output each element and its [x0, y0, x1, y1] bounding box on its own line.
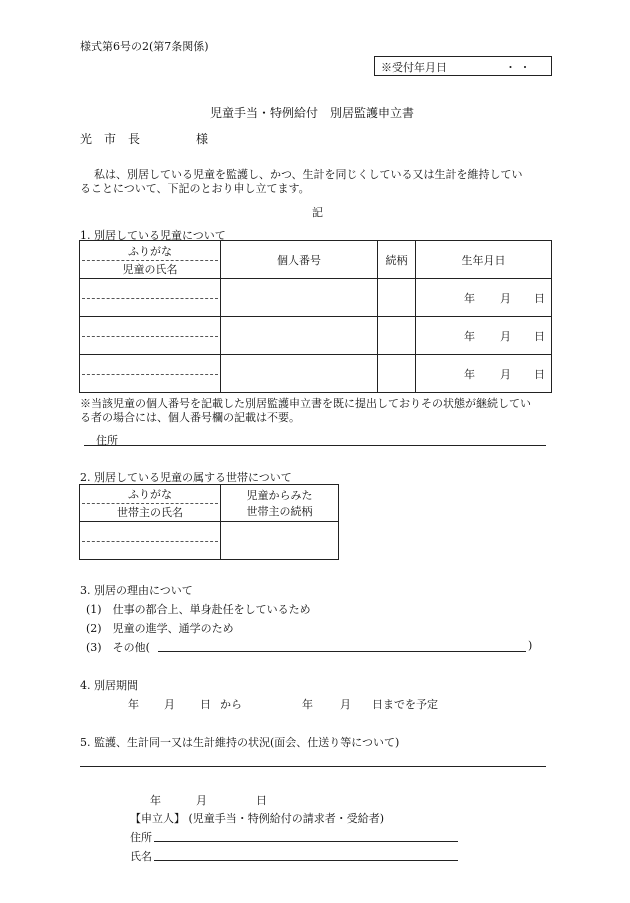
table-row — [80, 355, 552, 393]
relationship-cell[interactable] — [378, 279, 416, 317]
period-until: 日までを予定 — [372, 698, 438, 711]
applicant-name-line[interactable] — [154, 848, 458, 861]
applicant-name-label: 氏名 — [130, 850, 152, 863]
personal-number-cell[interactable] — [221, 279, 378, 317]
reason-2: (2) 児童の進学、通学のため — [86, 622, 234, 635]
signature-month: 月 — [196, 794, 207, 807]
birthdate-cell[interactable]: 年 月 日 — [416, 279, 552, 317]
section4-heading: 4. 別居期間 — [80, 679, 138, 692]
section2-heading: 2. 別居している児童の属する世帯について — [80, 471, 292, 484]
reason-1: (1) 仕事の都合上、単身赴任をしているため — [86, 603, 311, 616]
table-row — [80, 279, 552, 317]
addressee-honorific: 様 — [196, 132, 209, 146]
reason-3-close: ) — [528, 639, 533, 652]
reason-other-line[interactable] — [158, 638, 526, 652]
ki-heading: 記 — [312, 206, 323, 219]
form-number: 様式第6号の2(第7条関係) — [80, 40, 209, 53]
household-table-header — [80, 485, 339, 522]
personal-number-cell[interactable] — [221, 355, 378, 393]
section5-heading: 5. 監護、生計同一又は生計維持の状況(面会、仕送り等について) — [80, 736, 400, 749]
header-household-head-name — [80, 485, 221, 522]
header-child-name — [80, 241, 221, 279]
period-from: から — [220, 698, 242, 711]
document-title: 児童手当・特例給付 別居監護申立書 — [210, 106, 415, 120]
header-furigana: ふりがな — [82, 243, 218, 261]
child-name-cell[interactable] — [80, 279, 221, 317]
table-row — [80, 522, 339, 560]
period-start-year: 年 — [128, 698, 139, 711]
period-end-year: 年 — [302, 698, 313, 711]
note-line-1: ※当該児童の個人番号を記載した別居監護申立書を既に提出しておりその状態が継続してい — [80, 397, 531, 410]
signature-day: 日 — [256, 794, 267, 807]
header-child-name-label: 児童の氏名 — [122, 262, 178, 276]
header-household-relationship: 児童からみた 世帯主の続柄 — [221, 485, 339, 522]
header-personal-number: 個人番号 — [221, 241, 378, 279]
applicant-address-label: 住所 — [130, 831, 152, 844]
child-name-cell[interactable] — [80, 317, 221, 355]
household-table — [79, 484, 339, 560]
signature-year: 年 — [150, 794, 161, 807]
receipt-date-box[interactable] — [374, 56, 552, 76]
intro-line-2: ることについて、下記のとおり申し立てます。 — [80, 182, 310, 195]
addressee-city: 光 市 長 — [80, 132, 141, 146]
child-name-cell[interactable] — [80, 355, 221, 393]
receipt-date-label: ※受付年月日 — [381, 61, 447, 74]
period-end-month: 月 — [340, 698, 351, 711]
situation-line[interactable] — [80, 754, 546, 767]
birthdate-cell[interactable]: 年 月 日 — [416, 355, 552, 393]
reason-3: (3) その他( — [86, 641, 150, 654]
applicant-address-line[interactable] — [154, 829, 458, 842]
relationship-cell[interactable] — [378, 317, 416, 355]
household-head-name-cell[interactable] — [80, 522, 221, 560]
header-household-head-name-label: 世帯主の氏名 — [117, 506, 183, 519]
section3-heading: 3. 別居の理由について — [80, 584, 193, 597]
intro-line-1: 私は、別居している児童を監護し、かつ、生計を同じくしている又は生計を維持してい — [94, 168, 523, 181]
period-start-month: 月 — [164, 698, 175, 711]
personal-number-cell[interactable] — [221, 317, 378, 355]
child-address-line[interactable] — [84, 432, 546, 446]
note-line-2: る者の場合には、個人番号欄の記載は不要。 — [80, 411, 300, 424]
children-table-header — [80, 241, 552, 279]
header-furigana: ふりがな — [82, 486, 218, 504]
household-relationship-cell[interactable] — [221, 522, 339, 560]
table-row — [80, 317, 552, 355]
receipt-date-dots: ・ ・ — [505, 61, 531, 74]
birthdate-cell[interactable]: 年 月 日 — [416, 317, 552, 355]
header-birthdate: 生年月日 — [416, 241, 552, 279]
period-start-day: 日 — [200, 698, 211, 711]
child-address-label: 住所 — [96, 434, 118, 447]
relationship-cell[interactable] — [378, 355, 416, 393]
section1-heading: 1. 別居している児童について — [80, 229, 226, 242]
applicant-label: 【申立人】 (児童手当・特例給付の請求者・受給者) — [130, 812, 385, 825]
children-table — [79, 240, 552, 393]
header-relationship: 続柄 — [378, 241, 416, 279]
